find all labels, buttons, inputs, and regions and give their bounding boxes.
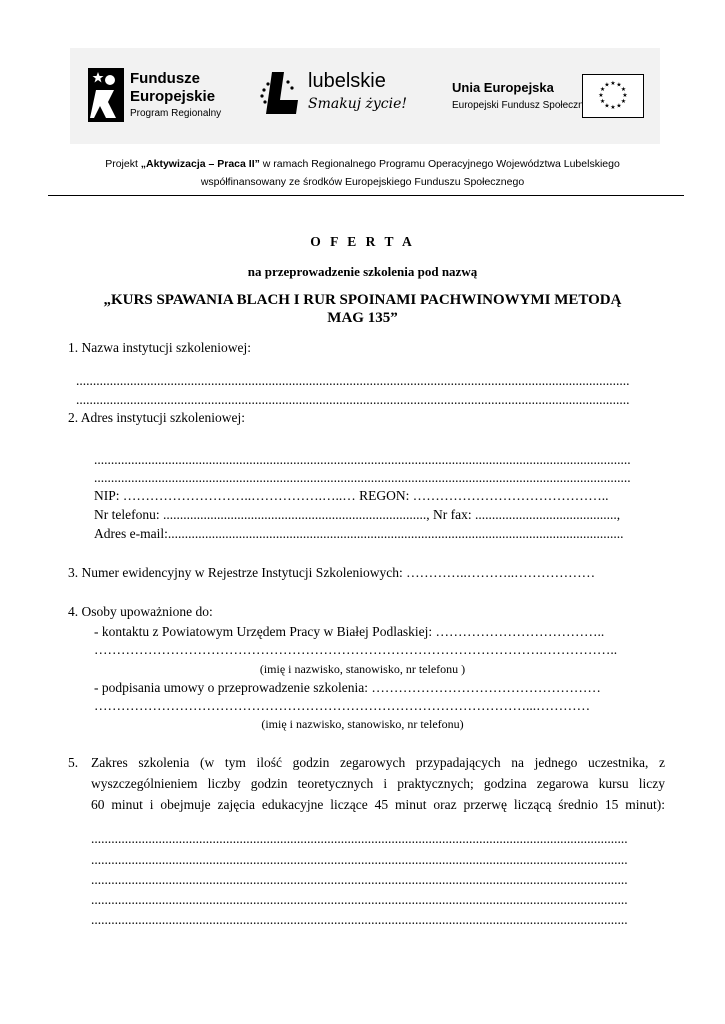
lubelskie-icon: [258, 70, 302, 118]
svg-text:★: ★: [622, 92, 628, 99]
q5-fill-line[interactable]: ...............................................................................................................................................................: [91, 912, 628, 927]
q4-sign[interactable]: - podpisania umowy o przeprowadzenie szkolenia: ……………………………………………: [94, 680, 601, 695]
eu-flag-icon: [582, 74, 644, 118]
q5-description-line3: 60 minut i obejmuje zajęcia edukacyjne liczące 45 minut oraz przerwę liczącą średnio 15 minut):: [91, 797, 665, 812]
q5-number: 5.: [68, 755, 79, 770]
q2-fill-line[interactable]: ...............................................................................................................................................................: [94, 470, 631, 485]
svg-text:★: ★: [604, 81, 610, 89]
lubelskie-name: lubelskie: [308, 70, 386, 92]
q1-label: 1. Nazwa instytucji szkoleniowej:: [68, 340, 251, 355]
offer-subheading: na przeprowadzenie szkolenia pod nazwą: [247, 264, 478, 279]
fundusze-line3: Program Regionalny: [130, 108, 222, 119]
svg-text:★: ★: [604, 102, 610, 110]
q4-contact-fill-line[interactable]: ……………………………………………………………………………………….……………..: [94, 642, 618, 657]
q2-phone-fax[interactable]: Nr telefonu: .............................................................................., Nr fax: ..........................................,: [94, 507, 621, 522]
q4-sign-fill-line[interactable]: ……………………………………………………………………………………...…………: [94, 698, 591, 713]
svg-text:★: ★: [599, 86, 606, 93]
ue-line1: Unia Europejska: [452, 80, 554, 95]
svg-text:★: ★: [616, 102, 622, 110]
q2-email[interactable]: Adres e-mail:.......................................................................................................................................: [94, 526, 624, 541]
q5-fill-line[interactable]: ...............................................................................................................................................................: [91, 831, 628, 846]
q4-contact-hint: (imię i nazwisko, stanowisko, nr telefonu ): [259, 662, 466, 676]
svg-text:★: ★: [610, 104, 616, 111]
course-title-line2: MAG 135”: [327, 310, 398, 326]
fundusze-line1: Fundusze: [130, 70, 200, 87]
svg-text:★: ★: [598, 92, 604, 99]
project-info-line2: współfinansowany ze środków Europejskiego Funduszu Społecznego: [200, 176, 525, 188]
fundusze-line2: Europejskie: [130, 88, 216, 105]
svg-text:★: ★: [610, 80, 616, 87]
ue-line2: Europejski Fundusz Społeczny: [452, 100, 589, 111]
q5-fill-line[interactable]: ...............................................................................................................................................................: [91, 892, 628, 907]
offer-heading: O F E R T A: [310, 234, 415, 249]
q4-sign-hint: (imię i nazwisko, stanowisko, nr telefonu): [261, 717, 464, 731]
q5-fill-line[interactable]: ...............................................................................................................................................................: [91, 852, 628, 867]
q4-label: 4. Osoby upoważnione do:: [68, 604, 213, 619]
q2-nip-regon[interactable]: NIP: ………………………..…………….…..… REGON: ……………………………………..: [94, 488, 609, 503]
project-info-line1: [0, 158, 725, 170]
q5-description: [91, 752, 665, 815]
q2-fill-line[interactable]: ...............................................................................................................................................................: [94, 452, 631, 467]
lubelskie-slogan: Smakuj życie!: [308, 96, 408, 112]
q1-fill-line[interactable]: ....................................................................................................................................................................: [76, 373, 630, 388]
svg-text:★: ★: [620, 98, 627, 105]
svg-text:★: ★: [599, 98, 606, 105]
fundusze-europejskie-icon: [88, 68, 124, 122]
course-title-line1: „KURS SPAWANIA BLACH I RUR SPOINAMI PACHWINOWYMI METODĄ: [103, 292, 622, 308]
project-name: „Aktywizacja – Praca II”: [140, 158, 260, 170]
logo-bar: [70, 48, 660, 144]
q5-fill-line[interactable]: ...............................................................................................................................................................: [91, 872, 628, 887]
project-prefix: Projekt: [105, 158, 141, 170]
lubelskie-logo: [258, 66, 408, 126]
project-suffix: w ramach Regionalnego Programu Operacyjnego Województwa Lubelskiego: [259, 158, 620, 170]
q5-description-line2: wyszczególnieniem liczby godzin teoretycznych i praktycznych; godzina zegarowa kursu liczy: [91, 776, 665, 791]
svg-text:★: ★: [620, 86, 627, 93]
q1-fill-line[interactable]: ....................................................................................................................................................................: [76, 392, 630, 407]
q4-contact[interactable]: - kontaktu z Powiatowym Urzędem Pracy w Białej Podlaskiej: ………………………………..: [94, 624, 605, 639]
q5-description-line1: Zakres szkolenia (w tym ilość godzin zegarowych przypadających na jednego uczestnika, z: [91, 755, 665, 770]
q3-registry-number[interactable]: 3. Numer ewidencyjny w Rejestrze Instytucji Szkoleniowych: …………..………..………………: [68, 565, 596, 580]
header-divider: [48, 195, 684, 196]
svg-text:★: ★: [616, 81, 622, 89]
q2-label: 2. Adres instytucji szkoleniowej:: [68, 410, 245, 425]
fundusze-europejskie-logo: [88, 66, 238, 126]
unia-europejska-logo: [452, 76, 652, 126]
